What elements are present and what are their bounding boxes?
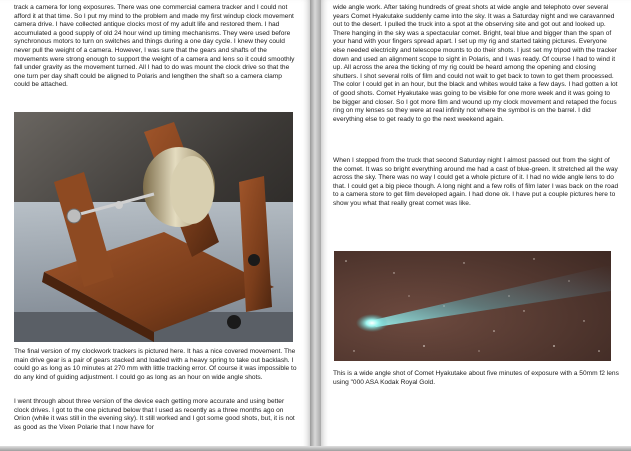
book-gutter [310, 0, 321, 451]
comet-photo-art [334, 251, 611, 361]
page-bottom-edge [0, 446, 631, 451]
right-top-paragraph: wide angle work. After taking hundreds of great shots at wide angle and telephoto over several years Comet Hyakutake suddenly came into the sky. It was a Saturday night and we caravanned out to the desert. I pulled the truck into a spot at the observing site and got out and looked up. There hanging in the sky was a spectacular comet. Bright, teal blue and bigger than the span of your hand with your fingers spread apart. I set up my rig and started taking pictures. Everyone else needed electricity and telescope mounts to do their shots. I just set my tripod with the tracker down and used an alignment scope to sight in Polaris, and I was ready. Of course I had to wind it up. All across the area the ticking of my rig could be heard among the opening and closing shutters. I shot several rolls of film and could not wait to get back to town to get them processed. The color I could get in an hour, but the black and whites would take a few days. I had gotten a lot of good shots. Comet Hyakutake was going to be visible for one more week and it was going to be bigger and closer. So I got more film and wound up my clock movement and retaped the focus ring on my lenses so they were at real infinity not where the symbol is on the barrel. I did everything else to get ready to go the next weekend again. [333, 4, 618, 123]
comet-hyakutake-photo [334, 251, 611, 361]
right-middle-paragraph: When I stepped from the truck that second Saturday night I almost passed out from the sight of the comet. It was so bright everything around me had a cast of blue-green. It stretched all the way across the sky. There was no way I could get a whole picture of it. I had no wide angle lens to do that. I could get a big piece though. A long night and a few rolls of film later I was back on the road to a camera store to get film developed again. I had done ok. I have put a couple pictures here to show you what that really great comet was like. [333, 157, 619, 207]
right-caption-paragraph: This is a wide angle shot of Comet Hyakutake about five minutes of exposure with a 50mm f2 lens using "000 ASA Kodak Royal Gold. [333, 370, 619, 386]
left-top-paragraph: track a camera for long exposures. There was one commercial camera tracker and I could not afford it at that time. So I put my mind to the problem and made my first windup clock movement camera drive. I have collected antique clocks most of my adult life and restored them. I had accumulated a good supply of old 24 hour wind up timing mechanisms. They were used before synchronous motors to turn on switches and things during a one day cycle. I knew they could never pull the weight of a camera. However, I was sure that the gears and shafts of the movements were strong enough to support the weight of a camera and lens so it could smoothly fall under gravity as the movement turned. All I had to do was mount the clock drive so that the one turn per day shaft could be aligned to Polaris and lengthen the shaft so a camera clamp could be attached. [14, 4, 295, 89]
left-bottom-paragraph: I went through about three version of the device each getting more accurate and using better clock drives. I got to the one pictured below that I used as recently as a three months ago on Orion (while it was still in the evening sky). It still worked and I got some good shots, but, it is not as good as the Vixen Polarie that I now have for [14, 398, 295, 431]
clock-drive-photo [14, 112, 293, 342]
left-page [0, 0, 310, 451]
clock-drive-photo-art [14, 112, 293, 342]
left-caption-paragraph: The final version of my clockwork trackers is pictured here. It has a nice covered movement. The main drive gear is a pair of gears stacked and loaded with a heavy spring to take out backlash. I could go as long as 10 minutes at 270 mm with little tracking error. Of course it was impossible to do any kind of guiding adjustment. I could go as long as an hour on wide angle shots. [14, 348, 297, 381]
right-page [321, 0, 631, 451]
